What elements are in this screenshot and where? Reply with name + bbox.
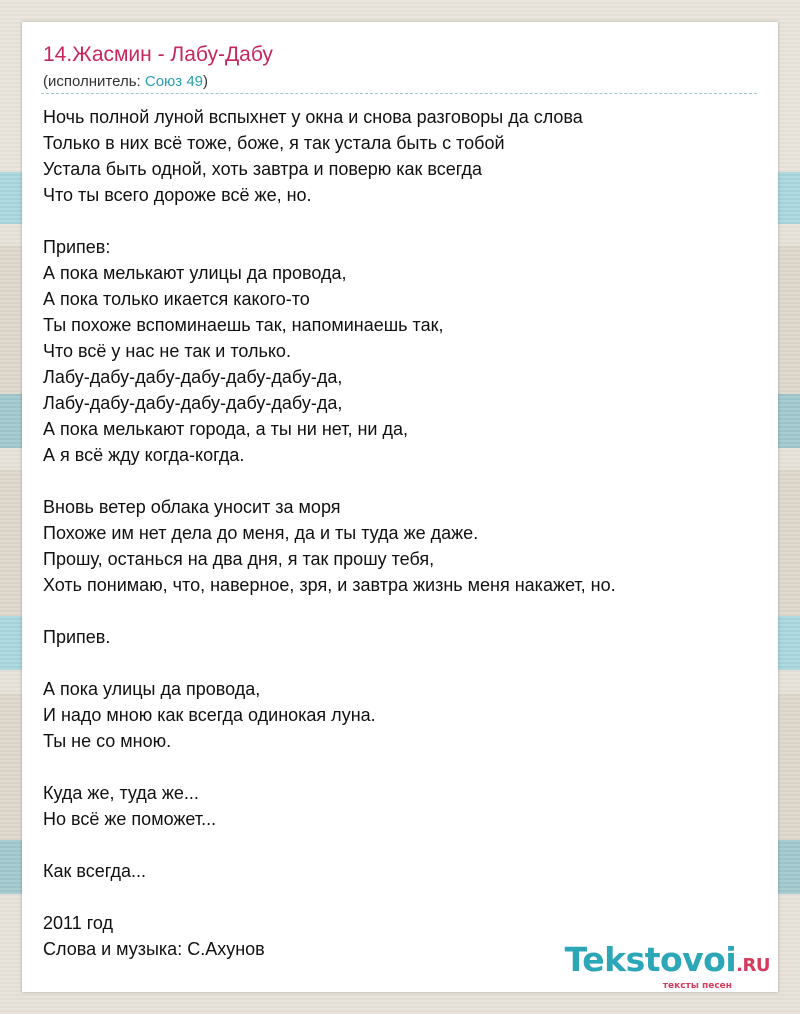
lyric-line: Хоть понимаю, что, наверное, зря, и завтра жизнь меня накажет, но.: [43, 575, 616, 595]
lyric-line: Только в них всё тоже, боже, я так устала быть с тобой: [43, 133, 505, 153]
stanza-gap: [43, 650, 616, 676]
lyric-line: А пока мелькают города, а ты ни нет, ни да,: [43, 419, 408, 439]
stanza-gap: [43, 468, 616, 494]
logo-subtitle: тексты песен: [662, 981, 732, 991]
lyric-line: А пока только икается какого-то: [43, 289, 310, 309]
lyrics-card: [22, 22, 778, 992]
lyric-line: Припев.: [43, 627, 111, 647]
stanza-gap: [43, 884, 616, 910]
lyric-line: Как всегда...: [43, 861, 147, 881]
lyric-line: Что ты всего дороже всё же, но.: [43, 185, 312, 205]
song-title: 14.Жасмин - Лабу-Дабу: [43, 43, 273, 66]
lyric-line: Ночь полной луной вспыхнет у окна и снова разговоры да слова: [43, 107, 583, 127]
lyric-line: Но всё же поможет...: [43, 809, 217, 829]
site-logo[interactable]: [565, 942, 770, 992]
lyric-line: Припев:: [43, 237, 111, 257]
lyric-line: Ты похоже вспоминаешь так, напоминаешь так,: [43, 315, 444, 335]
divider: [41, 93, 757, 94]
lyric-line: Куда же, туда же...: [43, 783, 199, 803]
stanza-gap: [43, 208, 616, 234]
lyric-line: Ты не со мною.: [43, 731, 172, 751]
lyric-line: Лабу-дабу-дабу-дабу-дабу-дабу-да,: [43, 393, 343, 413]
lyric-line: Прошу, останься на два дня, я так прошу тебя,: [43, 549, 435, 569]
lyrics-text: [43, 104, 616, 962]
lyric-line: Лабу-дабу-дабу-дабу-дабу-дабу-да,: [43, 367, 343, 387]
lyric-line: И надо мною как всегда одинокая луна.: [43, 705, 376, 725]
stanza-gap: [43, 832, 616, 858]
lyric-line: Что всё у нас не так и только.: [43, 341, 291, 361]
logo-main-text: Tekstovoi: [564, 940, 737, 979]
artist-suffix: ): [203, 73, 209, 90]
artist-prefix: (исполнитель:: [43, 73, 145, 90]
lyric-line: Похоже им нет дела до меня, да и ты туда же даже.: [43, 523, 479, 543]
artist-link[interactable]: Союз 49: [144, 73, 204, 90]
artist-line: [43, 73, 208, 90]
lyric-line: А я всё жду когда-когда.: [43, 445, 245, 465]
lyric-line: Устала быть одной, хоть завтра и поверю как всегда: [43, 159, 483, 179]
lyric-line: Слова и музыка: С.Ахунов: [43, 939, 265, 959]
stanza-gap: [43, 754, 616, 780]
lyric-line: А пока улицы да провода,: [43, 679, 261, 699]
lyric-line: А пока мелькают улицы да провода,: [43, 263, 347, 283]
logo-tld: .RU: [736, 955, 770, 976]
stanza-gap: [43, 598, 616, 624]
lyric-line: Вновь ветер облака уносит за моря: [43, 497, 341, 517]
lyric-line: 2011 год: [43, 913, 113, 933]
